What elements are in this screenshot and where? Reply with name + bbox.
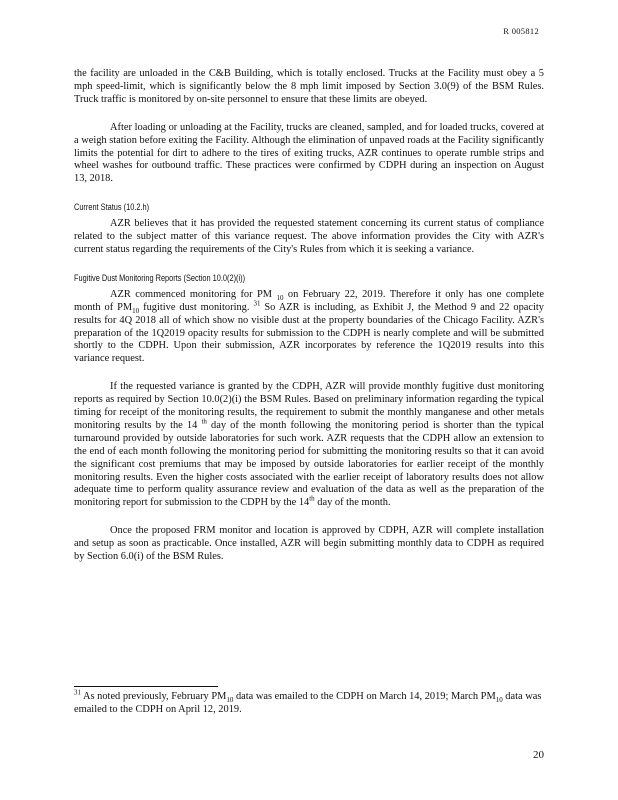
text-run: fugitive dust monitoring.: [139, 301, 254, 313]
body-text: [74, 68, 544, 579]
text-run: day of the month following the monitoring period is shorter than the typical turnaround provided by outside laboratories for such work. AZR requests that the CDPH allow an extension to the end of each month following the monitoring period for submitting the monitoring results so that it can avoid the significant cost premiums that may be imposed by outside laboratories for earlier receipt of the monthly monitoring results. Even the higher costs associated with the earlier receipt of laboratory results does not allow adequate time to perform quality assurance review and evaluation of the data as well as the preparation of the monitoring report for submission to the CDPH by the 14: [74, 419, 544, 509]
text-run: data was emailed to the CDPH on March 14, 2019; March PM: [233, 691, 496, 702]
text-run: So AZR is including, as Exhibit J, the Method 9 and 22 opacity results for 4Q 2018 all of which show no visible dust at the property boundaries of the Chicago Facility. AZR's preparation of the 1Q2019 opacity results for submission to the CDPH is nearly complete and will be submitted shortly to the CDPH. Upon their submission, AZR incorporates by reference the 1Q2019 results into this variance request.: [74, 301, 544, 365]
text-run: AZR commenced monitoring for PM: [110, 288, 277, 300]
paragraph-pm10-monitoring: [74, 289, 544, 366]
paragraph-monthly-reports: [74, 381, 544, 510]
paragraph-truck-traffic: the facility are unloaded in the C&B Building, which is totally enclosed. Trucks at the Facility must obey a 5 mph speed-limit, which is significantly below the 8 mph limit imposed by Section 3.0(9) of the BSM Rules. Truck traffic is monitored by on-site personnel to ensure that these limits are obeyed.: [74, 68, 544, 105]
superscript: th: [309, 494, 315, 503]
text-run: day of the month.: [314, 497, 391, 509]
paragraph-truck-cleaning: After loading or unloading at the Facility, trucks are cleaned, sampled, and for loaded trucks, covered at a weigh station before exiting the Facility. Although the elimination of unpaved roads at the Facility significantly limits the potential for dirt to adhere to the tires of exiting trucks, AZR continues to operate rumble strips and wheel washes for outbound traffic. These practices were confirmed by CDPH during an inspection on August 13, 2018.: [74, 121, 544, 185]
text-run: data was emailed to the CDPH on April 12, 2019.: [74, 691, 542, 715]
text-run: on February 22, 2019. Therefore it only has one complete month of PM: [74, 288, 544, 313]
text-run: As noted previously, February PM: [81, 691, 227, 702]
section-heading-current-status: Current Status (10.2.h): [74, 202, 150, 213]
page-number: 20: [533, 749, 544, 761]
footnote: [74, 690, 544, 716]
subscript: 10: [495, 696, 503, 705]
paragraph-frm-monitor: Once the proposed FRM monitor and location is approved by CDPH, AZR will complete installation and setup as soon as practicable. Once installed, AZR will begin submitting monthly data to CDPH as required by Section 6.0(i) of the BSM Rules.: [74, 525, 544, 563]
superscript: th: [201, 417, 207, 426]
paragraph-current-status: AZR believes that it has provided the requested statement concerning its current status of compliance related to the subject matter of this variance request. The above information provides the City with AZR's current status regarding the requirements of the City's Rules from which it is seeking a variance.: [74, 218, 544, 255]
subscript: 10: [276, 293, 284, 302]
section-heading-fugitive-dust: Fugitive Dust Monitoring Reports (Section 10.0(2)(i)): [74, 272, 246, 283]
footnote-number: 31: [74, 688, 81, 697]
subscript: 10: [132, 306, 140, 315]
bates-number: R 005812: [503, 26, 539, 36]
footnote-ref[interactable]: 31: [253, 299, 261, 308]
footnote-divider: [74, 686, 218, 687]
subscript: 10: [226, 696, 234, 705]
text-run: If the requested variance is granted by the CDPH, AZR will provide monthly fugitive dust monitoring reports as required by Section 10.0(2)(i) the BSM Rules. Based on preliminary information regarding the typical timing for receipt of the monitoring results, the requirement to submit the monthly manganese and other metals monitoring results by the 14: [74, 381, 544, 431]
